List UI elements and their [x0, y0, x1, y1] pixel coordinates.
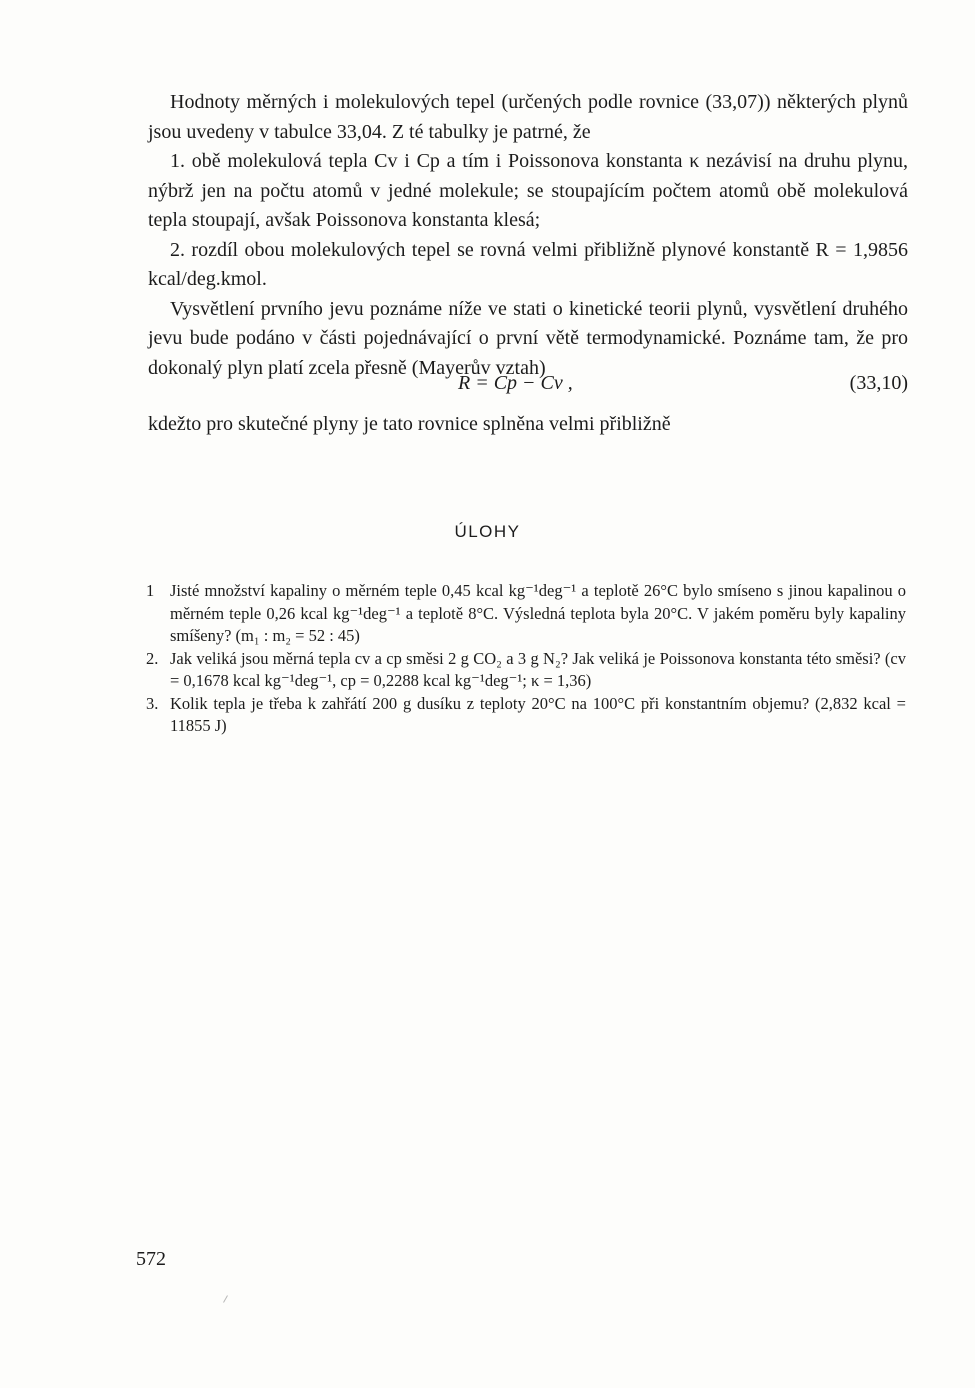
section-heading: ÚLOHY	[454, 522, 521, 541]
exercise-number: 1	[146, 581, 155, 600]
list-item-2: 2. rozdíl obou molekulových tepel se rovná velmi přibližně plynové konstantě R = 1,9856 kcal/deg.kmol.	[148, 238, 908, 290]
page-number: 572	[136, 1248, 166, 1270]
exercise-number: 2.	[146, 648, 159, 668]
paragraph-explanation: Vysvětlení prvního jevu poznáme níže ve stati o kinetické teorii plynů, vysvětlení druhého jevu bude podáno v části pojednávající o první větě termodynamické. Poznáme tam, že pro dokonalý plyn platí zcela přesně (Mayerův vztah)	[148, 297, 908, 379]
equation-number: (33,10)	[849, 372, 908, 394]
exercise-item	[146, 693, 906, 738]
exercise-list	[146, 580, 906, 738]
paragraph-intro: Hodnoty měrných i molekulových tepel (určených podle rovnice (33,07)) některých plynů jsou uvedeny v tabulce 33,04. Z té tabulky je patrné, že	[148, 91, 908, 143]
exercise-text: Jak veliká jsou měrná tepla cv a cp směsi 2 g CO₂ a 3 g N₂? Jak veliká je Poissonova konstanta této směsi? (cv = 0,1678 kcal kg⁻¹deg⁻¹, cp = 0,2288 kcal kg⁻¹deg⁻¹; κ = 1,36)	[170, 648, 906, 690]
exercise-item	[146, 580, 906, 648]
paper-speck	[223, 1295, 228, 1302]
exercise-text: Kolik tepla je třeba k zahřátí 200 g dusíku z teploty 20°C na 100°C při konstantním objemu? (2,832 kcal = 11855 J)	[170, 693, 906, 735]
exercise-text: Jisté množství kapaliny o měrném teple 0,45 kcal kg⁻¹deg⁻¹ a teplotě 26°C bylo smíseno s jinou kapalinou o měrném teple 0,26 kcal kg⁻¹deg⁻¹ a teplotě 8°C. Výsledná teplota byla 20°C. V jakém poměru byly kapaliny smíšeny? (m₁ : m₂ = 52 : 45)	[170, 581, 906, 645]
exercise-number: 3.	[146, 693, 159, 713]
list-item-1: 1. obě molekulová tepla Cv i Cp a tím i Poissonova konstanta κ nezávisí na druhu plynu, nýbrž jen na počtu atomů v jedné molekule; se stoupajícím počtem atomů obě molekulová tepla stoupají, avšak Poissonova konstanta klesá;	[148, 150, 908, 231]
paragraph-after-equation: kdežto pro skutečné plyny je tato rovnice splněna velmi přibližně	[148, 413, 671, 435]
mayer-equation: R = Cp − Cv ,	[458, 372, 573, 394]
equation-block	[148, 372, 908, 402]
exercise-item	[146, 648, 906, 693]
main-text	[148, 88, 908, 383]
